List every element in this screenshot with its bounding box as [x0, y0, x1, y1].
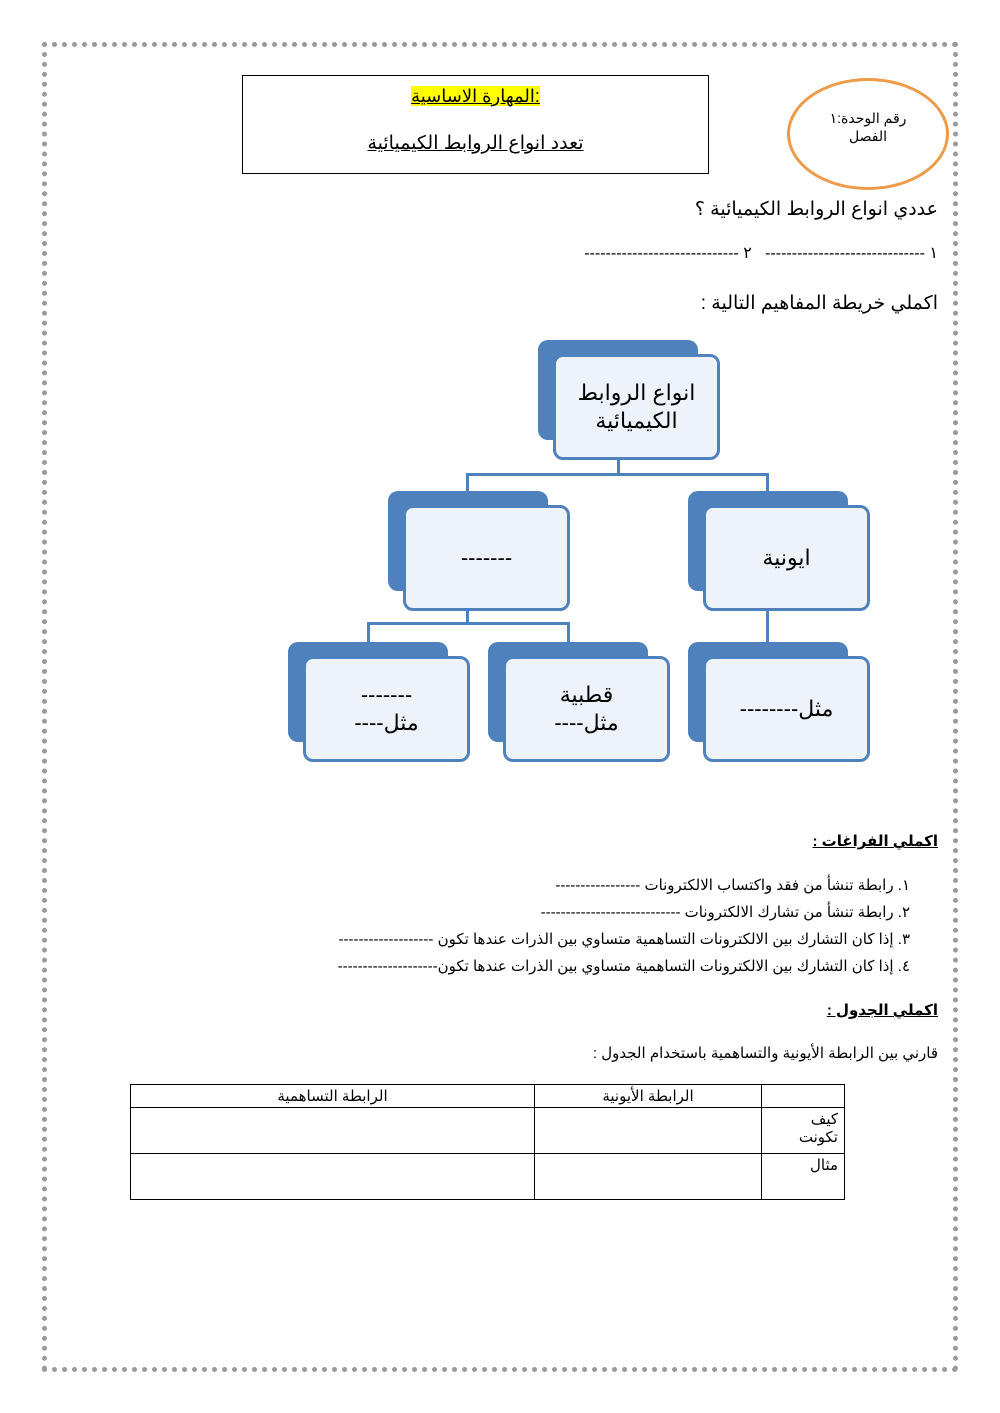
connector [466, 473, 469, 493]
node-covalent-label: ------- [460, 545, 513, 570]
connector [567, 622, 570, 642]
node-nonpolar-line2: مثل---- [354, 710, 419, 735]
header-cell-empty [762, 1085, 845, 1108]
question-1-prompt: عددي انواع الروابط الكيميائية ؟ [694, 199, 938, 220]
skill-box [242, 75, 709, 174]
connector [367, 622, 370, 642]
node-nonpolar [288, 642, 470, 764]
node-ionic-example-label: مثل-------- [739, 696, 834, 721]
cell-covalent-example[interactable] [131, 1154, 535, 1200]
node-root-line2: الكيميائية [595, 408, 678, 433]
question-2-prompt: اكملي خريطة المفاهيم التالية : [700, 293, 938, 314]
node-covalent [388, 491, 570, 613]
cell-ionic-example[interactable] [535, 1154, 762, 1200]
question-1-answer-line: ١ ------------------------------ ٢ ----------------------------- [584, 245, 938, 262]
unit-semester: الفصل [849, 128, 887, 144]
table-section-title: اكملي الجدول : [826, 1002, 938, 1019]
unit-info [790, 109, 946, 145]
header-cell-ionic: الرابطة الأيونية [535, 1085, 762, 1108]
unit-oval [787, 78, 949, 190]
fill-item-2: ٢. رابطة تنشأ من تشارك الالكترونات ---------------------------- [540, 904, 910, 921]
unit-number: رقم الوحدة:١ [829, 110, 907, 126]
node-polar-line1: قطبية [559, 682, 614, 707]
header-cell-covalent: الرابطة التساهمية [131, 1085, 535, 1108]
fill-blanks-title: اكملي الفراغات : [812, 833, 938, 850]
connector [766, 473, 769, 493]
row-label-example: مثال [762, 1154, 845, 1200]
cell-ionic-formation[interactable] [535, 1108, 762, 1154]
skill-title: المهارة الاساسية: [411, 86, 540, 106]
node-root [538, 340, 720, 462]
node-polar-line2: مثل---- [554, 710, 619, 735]
row-label-formation: كيف تكونت [762, 1108, 845, 1154]
node-ionic-label: ايونية [762, 545, 811, 570]
node-nonpolar-line1: ------- [360, 682, 413, 707]
node-ionic [688, 491, 870, 613]
table-row [131, 1108, 845, 1154]
node-ionic-example [688, 642, 870, 764]
connector [766, 610, 769, 642]
connector [367, 622, 570, 625]
fill-item-3: ٣. إذا كان التشارك بين الالكترونات التساهمية متساوي بين الذرات عندها تكون ------------------- [338, 931, 910, 948]
node-polar [488, 642, 670, 764]
table-row [131, 1154, 845, 1200]
cell-covalent-formation[interactable] [131, 1108, 535, 1154]
comparison-table [130, 1084, 845, 1200]
connector [466, 473, 769, 476]
table-header-row [131, 1085, 845, 1108]
table-instruction: قارني بين الرابطة الأيونية والتساهمية باستخدام الجدول : [592, 1045, 938, 1062]
fill-item-1: ١. رابطة تنشأ من فقد واكتساب الالكترونات ----------------- [555, 877, 910, 894]
fill-item-4: ٤. إذا كان التشارك بين الالكترونات التساهمية متساوي بين الذرات عندها تكون-------------------- [337, 958, 910, 975]
skill-subtitle: تعدد انواع الروابط الكيميائية [367, 133, 584, 154]
node-root-line1: انواع الروابط [577, 380, 696, 405]
